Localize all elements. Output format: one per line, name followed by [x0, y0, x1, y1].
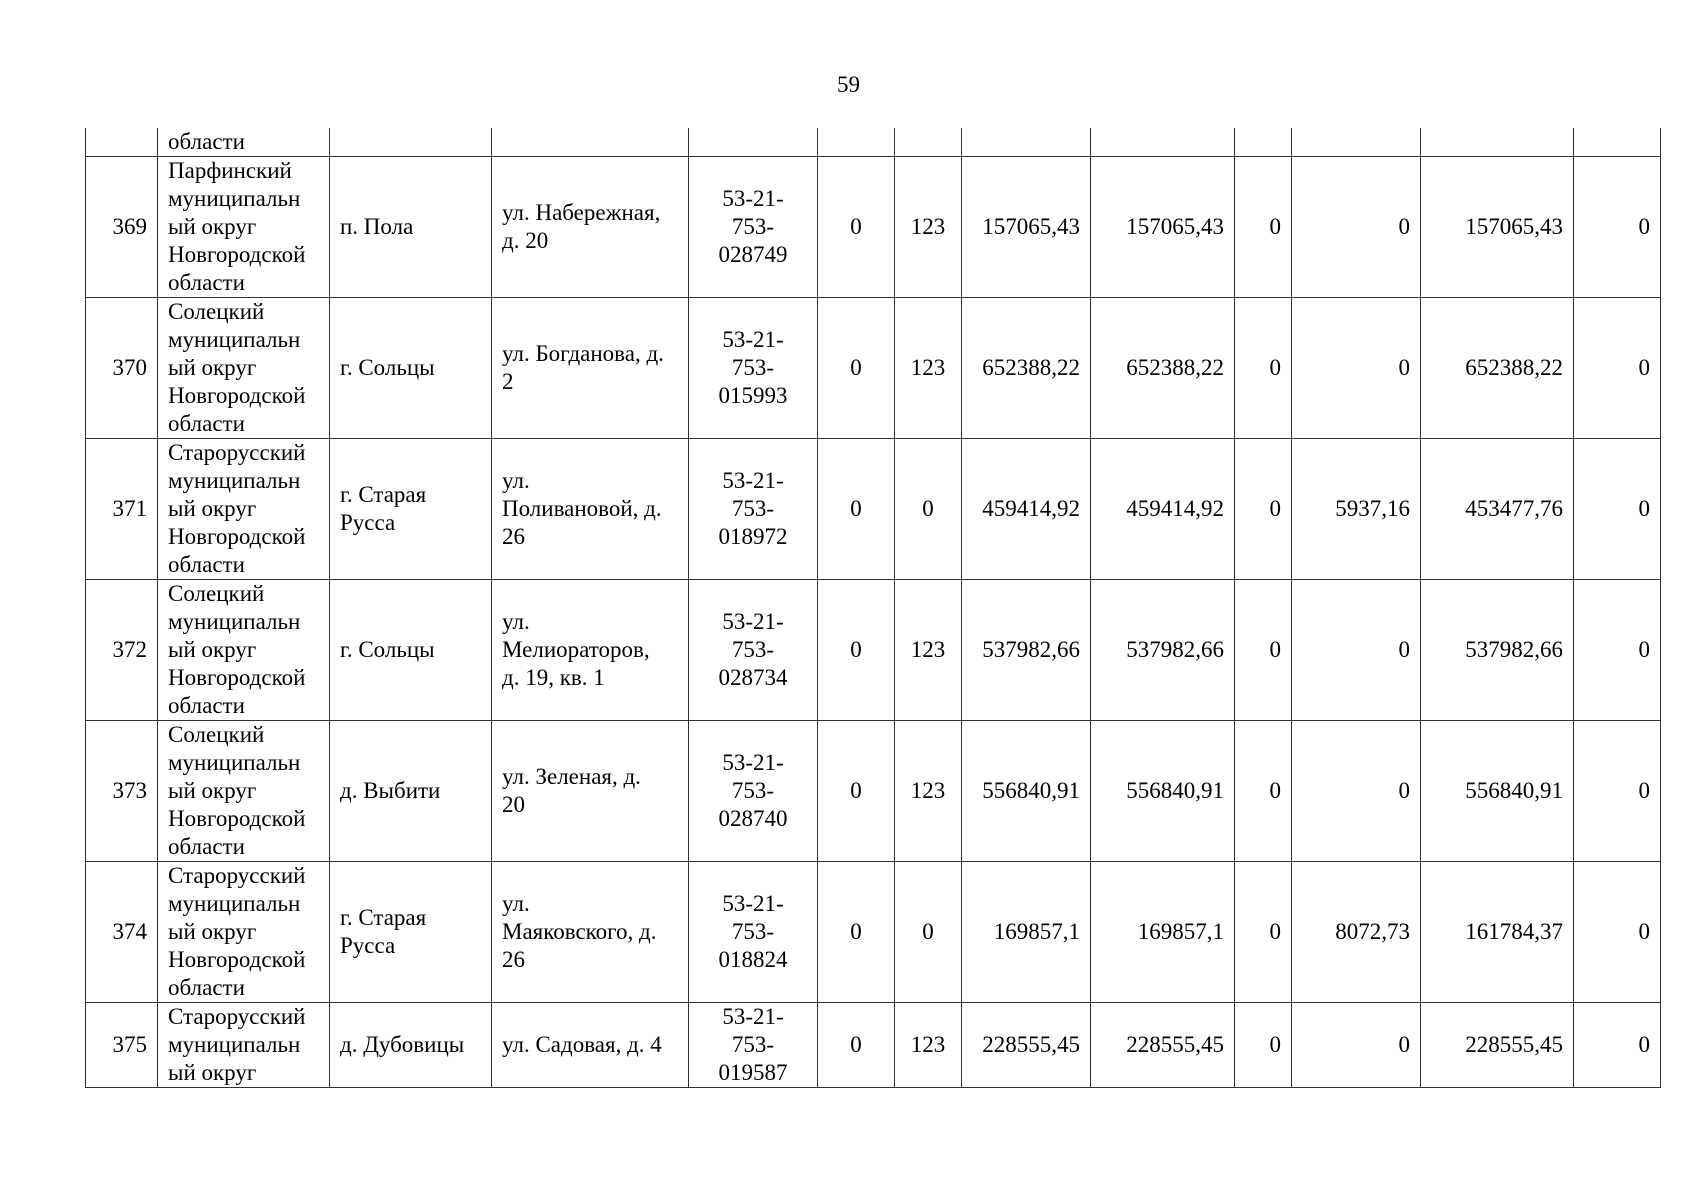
amount-cell: 556840,91	[962, 721, 1091, 862]
amount-cell	[1292, 128, 1421, 157]
amount-cell: 453477,76	[1421, 439, 1574, 580]
amount-cell: 0	[1292, 157, 1421, 298]
locality-cell: г. Сольцы	[330, 580, 492, 721]
amount-cell: 157065,43	[1421, 157, 1574, 298]
address-cell: ул. Садовая, д. 4	[492, 1003, 689, 1088]
code-cell: 53-21- 753- 019587	[689, 1003, 818, 1088]
amount-cell: 556840,91	[1091, 721, 1235, 862]
value-cell: 0	[818, 580, 895, 721]
amount-cell: 537982,66	[962, 580, 1091, 721]
amount-cell: 652388,22	[962, 298, 1091, 439]
row-number-cell: 369	[86, 157, 158, 298]
code-cell	[689, 128, 818, 157]
municipality-cell: Старорусский муниципальн ый округ	[158, 1003, 330, 1088]
address-cell: ул. Богданова, д. 2	[492, 298, 689, 439]
amount-cell: 0	[1292, 298, 1421, 439]
table-row	[86, 1003, 1661, 1088]
table-row	[86, 439, 1661, 580]
amount-cell: 0	[1235, 439, 1292, 580]
value-cell: 123	[895, 1003, 962, 1088]
table-row	[86, 721, 1661, 862]
address-cell: ул. Мелиораторов, д. 19, кв. 1	[492, 580, 689, 721]
municipality-cell: Солецкий муниципальн ый округ Новгородской области	[158, 298, 330, 439]
table-row	[86, 298, 1661, 439]
amount-cell: 0	[1574, 439, 1661, 580]
address-cell: ул. Зеленая, д. 20	[492, 721, 689, 862]
code-cell: 53-21- 753- 015993	[689, 298, 818, 439]
locality-cell	[330, 128, 492, 157]
locality-cell: д. Дубовицы	[330, 1003, 492, 1088]
amount-cell: 157065,43	[1091, 157, 1235, 298]
value-cell: 123	[895, 580, 962, 721]
table-row-continued	[86, 128, 1661, 157]
municipality-cell: Солецкий муниципальн ый округ Новгородской области	[158, 721, 330, 862]
value-cell: 0	[895, 862, 962, 1003]
municipality-cell: Старорусский муниципальн ый округ Новгородской области	[158, 862, 330, 1003]
amount-cell: 652388,22	[1421, 298, 1574, 439]
address-cell: ул. Маяковского, д. 26	[492, 862, 689, 1003]
amount-cell: 556840,91	[1421, 721, 1574, 862]
amount-cell: 0	[1235, 1003, 1292, 1088]
amount-cell	[1235, 128, 1292, 157]
value-cell: 123	[895, 157, 962, 298]
locality-cell: г. Сольцы	[330, 298, 492, 439]
amount-cell: 228555,45	[1091, 1003, 1235, 1088]
row-number-cell: 372	[86, 580, 158, 721]
municipality-cell: Парфинский муниципальн ый округ Новгородской области	[158, 157, 330, 298]
amount-cell: 0	[1292, 1003, 1421, 1088]
amount-cell: 0	[1574, 862, 1661, 1003]
value-cell: 0	[818, 721, 895, 862]
amount-cell: 459414,92	[962, 439, 1091, 580]
table-row	[86, 580, 1661, 721]
value-cell: 0	[818, 1003, 895, 1088]
locality-cell: п. Пола	[330, 157, 492, 298]
amount-cell	[1091, 128, 1235, 157]
code-cell: 53-21- 753- 028734	[689, 580, 818, 721]
address-cell: ул. Поливановой, д. 26	[492, 439, 689, 580]
amount-cell: 459414,92	[1091, 439, 1235, 580]
municipality-cell: Старорусский муниципальн ый округ Новгородской области	[158, 439, 330, 580]
code-cell: 53-21- 753- 018972	[689, 439, 818, 580]
amount-cell: 652388,22	[1091, 298, 1235, 439]
amount-cell: 0	[1235, 721, 1292, 862]
row-number-cell: 371	[86, 439, 158, 580]
row-number-cell	[86, 128, 158, 157]
address-cell: ул. Набережная, д. 20	[492, 157, 689, 298]
municipality-cell: области	[158, 128, 330, 157]
municipality-cell: Солецкий муниципальн ый округ Новгородской области	[158, 580, 330, 721]
amount-cell: 0	[1574, 580, 1661, 721]
amount-cell	[1421, 128, 1574, 157]
amount-cell: 228555,45	[1421, 1003, 1574, 1088]
amount-cell: 0	[1292, 580, 1421, 721]
row-number-cell: 374	[86, 862, 158, 1003]
amount-cell: 228555,45	[962, 1003, 1091, 1088]
registry-table	[85, 128, 1661, 1088]
amount-cell: 0	[1574, 1003, 1661, 1088]
code-cell: 53-21- 753- 018824	[689, 862, 818, 1003]
amount-cell: 161784,37	[1421, 862, 1574, 1003]
value-cell: 123	[895, 298, 962, 439]
code-cell: 53-21- 753- 028749	[689, 157, 818, 298]
code-cell: 53-21- 753- 028740	[689, 721, 818, 862]
row-number-cell: 373	[86, 721, 158, 862]
amount-cell: 537982,66	[1091, 580, 1235, 721]
page-number: 59	[837, 72, 860, 97]
value-cell	[818, 128, 895, 157]
amount-cell: 537982,66	[1421, 580, 1574, 721]
row-number-cell: 375	[86, 1003, 158, 1088]
amount-cell: 169857,1	[1091, 862, 1235, 1003]
amount-cell: 0	[1574, 157, 1661, 298]
amount-cell	[962, 128, 1091, 157]
amount-cell: 0	[1235, 862, 1292, 1003]
locality-cell: д. Выбити	[330, 721, 492, 862]
value-cell: 0	[818, 862, 895, 1003]
amount-cell	[1574, 128, 1661, 157]
value-cell: 123	[895, 721, 962, 862]
table-row	[86, 157, 1661, 298]
amount-cell: 0	[1235, 157, 1292, 298]
table-row	[86, 862, 1661, 1003]
address-cell	[492, 128, 689, 157]
amount-cell: 5937,16	[1292, 439, 1421, 580]
amount-cell: 157065,43	[962, 157, 1091, 298]
amount-cell: 0	[1235, 298, 1292, 439]
locality-cell: г. Старая Русса	[330, 862, 492, 1003]
amount-cell: 0	[1235, 580, 1292, 721]
amount-cell: 0	[1574, 298, 1661, 439]
value-cell	[895, 128, 962, 157]
amount-cell: 8072,73	[1292, 862, 1421, 1003]
amount-cell: 0	[1574, 721, 1661, 862]
locality-cell: г. Старая Русса	[330, 439, 492, 580]
value-cell: 0	[818, 439, 895, 580]
value-cell: 0	[818, 157, 895, 298]
amount-cell: 0	[1292, 721, 1421, 862]
value-cell: 0	[895, 439, 962, 580]
row-number-cell: 370	[86, 298, 158, 439]
value-cell: 0	[818, 298, 895, 439]
amount-cell: 169857,1	[962, 862, 1091, 1003]
